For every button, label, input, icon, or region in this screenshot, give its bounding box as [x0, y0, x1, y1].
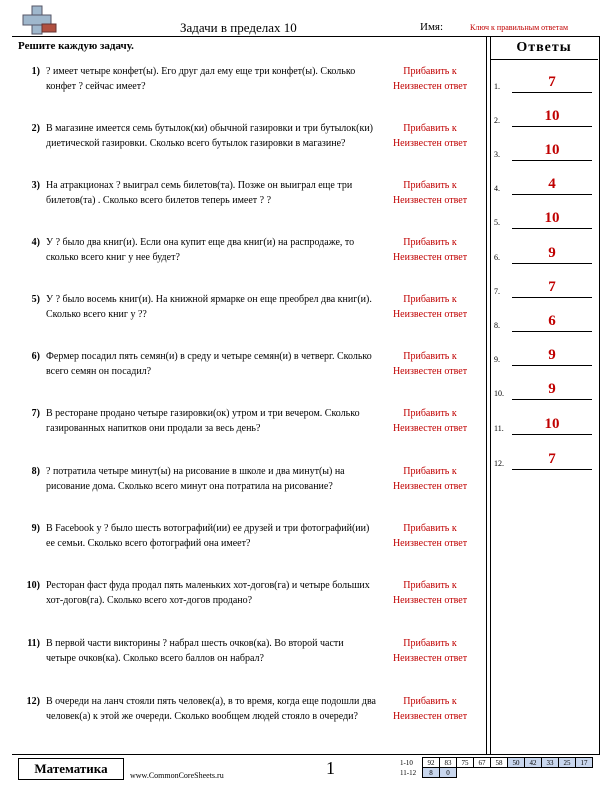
hint-line-2: Неизвестен ответ [392, 595, 468, 606]
question-number: 5) [31, 294, 40, 305]
score-cell: 17 [576, 758, 593, 768]
score-cell: 83 [440, 758, 457, 768]
answer-line [512, 399, 592, 400]
question-hint [380, 121, 480, 151]
answer-number: 6. [494, 253, 500, 262]
answer-row [494, 73, 598, 93]
answer-line [512, 194, 592, 195]
answer-line [512, 92, 592, 93]
answer-number: 9. [494, 355, 500, 364]
question-text: У ? было два книг(и). Если она купит еще два книг(и) на распродаже, то сколько всего книг у нее будет? [46, 237, 355, 263]
score-cell: 8 [423, 768, 440, 778]
score-cell: 25 [559, 758, 576, 768]
question-hint [380, 349, 480, 379]
answer-value: 4 [548, 176, 556, 192]
question-hint [380, 464, 480, 494]
answer-number: 2. [494, 116, 500, 125]
question-text: В Facebook у ? было шесть вотографий(ии) ее друзей и три фотографий(ии) ее семьи. Сколько всего фотографий она имеет? [46, 523, 370, 549]
answer-row [494, 278, 598, 298]
answer-number: 4. [494, 184, 500, 193]
answer-row [494, 346, 598, 366]
answer-number: 12. [494, 459, 504, 468]
score-cell: 75 [457, 758, 474, 768]
hint-line-1: Прибавить к [403, 237, 457, 248]
answer-value: 7 [548, 74, 556, 90]
hint-line-1: Прибавить к [403, 408, 457, 419]
answer-row [494, 209, 598, 229]
brand-badge: Математика [18, 758, 124, 780]
answers-panel-divider [486, 37, 487, 754]
question-number: 6) [31, 351, 40, 362]
answers-title-divider [490, 59, 598, 60]
question-text: В очереди на ланч стояли пять человек(а), в то время, когда еще подошли два человек(а) к этой же очереди. Сколько вообщем людей стояло в очереди? [46, 696, 376, 722]
question-hint [380, 521, 480, 551]
score-row-label: 11-12 [400, 768, 417, 777]
answer-number: 8. [494, 321, 500, 330]
question-hint [380, 64, 480, 94]
question-number: 11) [27, 638, 40, 649]
question-hint [380, 636, 480, 666]
question-text: На атракционах ? выиграл семь билетов(та). Позже он выиграл еще три билетов(та) . Сколько всего билетов теперь имеет ? ? [46, 180, 353, 206]
answer-key-label: Ключ к правильным ответам [470, 23, 569, 32]
score-cell: 42 [525, 758, 542, 768]
answers-title: Ответы [516, 40, 572, 55]
score-row [400, 768, 593, 778]
footer-divider [12, 754, 600, 755]
score-cell: 33 [542, 758, 559, 768]
question-text: ? потратила четыре минут(ы) на рисование в школе и два минут(ы) на рисование дома. Сколько всего минут она потратила на рисование? [46, 466, 345, 492]
question-number: 2) [31, 123, 40, 134]
score-table [400, 757, 593, 778]
answer-line [512, 365, 592, 366]
question-hint [380, 235, 480, 265]
answer-value: 10 [544, 416, 560, 432]
answer-row [494, 415, 598, 435]
answer-number: 10. [494, 389, 504, 398]
answer-number: 3. [494, 150, 500, 159]
answer-line [512, 434, 592, 435]
answer-number: 1. [494, 82, 500, 91]
question-number: 4) [31, 237, 40, 248]
score-cell: 92 [423, 758, 440, 768]
question-text: ? имеет четыре конфет(ы). Его друг дал ему еще три конфет(ы). Сколько конфет ? сейчас имеет? [46, 66, 356, 92]
question-text: Фермер посадил пять семян(и) в среду и четыре семян(и) в четверг. Сколько всего семян он посадил? [46, 351, 372, 377]
name-label: Имя: [420, 21, 444, 33]
answer-value: 10 [544, 108, 560, 124]
question-number: 8) [31, 466, 40, 477]
answer-value: 9 [548, 245, 556, 261]
answer-line [512, 469, 592, 470]
score-row-label: 1-10 [400, 758, 413, 767]
hint-line-1: Прибавить к [403, 580, 457, 591]
hint-line-2: Неизвестен ответ [392, 423, 468, 434]
answer-row [494, 175, 598, 195]
answer-number: 5. [494, 218, 500, 227]
question-hint [380, 292, 480, 322]
question-hint [380, 406, 480, 436]
answer-value: 7 [548, 279, 556, 295]
score-row [400, 758, 593, 768]
hint-line-1: Прибавить к [403, 294, 457, 305]
answer-line [512, 331, 592, 332]
score-cell: 50 [508, 758, 525, 768]
question-hint [380, 578, 480, 608]
question-hint [380, 694, 480, 724]
hint-line-1: Прибавить к [403, 66, 457, 77]
answer-line [512, 126, 592, 127]
hint-line-1: Прибавить к [403, 351, 457, 362]
hint-line-1: Прибавить к [403, 123, 457, 134]
question-number: 9) [31, 523, 40, 534]
question-number: 12) [26, 696, 40, 707]
answer-row [494, 141, 598, 161]
hint-line-2: Неизвестен ответ [392, 252, 468, 263]
question-text: У ? было восемь книг(и). На книжной ярмарке он еще преобрел два книг(и). Сколько всего книг у ?? [46, 294, 372, 320]
answer-value: 10 [544, 142, 560, 158]
answer-row [494, 312, 598, 332]
hint-line-2: Неизвестен ответ [392, 195, 468, 206]
hint-line-2: Неизвестен ответ [392, 653, 468, 664]
hint-line-2: Неизвестен ответ [392, 711, 468, 722]
question-number: 10) [26, 580, 40, 591]
answer-value: 10 [544, 210, 560, 226]
site-url: www.CommonCoreSheets.ru [130, 771, 224, 780]
answer-value: 9 [548, 347, 556, 363]
instructions: Решите каждую задачу. [18, 40, 134, 52]
answer-line [512, 160, 592, 161]
score-cell: 58 [491, 758, 508, 768]
hint-line-1: Прибавить к [403, 523, 457, 534]
question-text: Ресторан фаст фуда продал пять маленьких хот-догов(га) и четыре больших хот-догов(га). Сколько всего хот-догов продано? [46, 580, 370, 606]
page-number: 1 [326, 758, 335, 778]
question-text: В первой части викторины ? набрал шесть очков(ка). Во второй части четыре очков(ка). Сколько всего баллов он набрал? [46, 638, 344, 664]
answer-line [512, 228, 592, 229]
answer-value: 6 [548, 313, 556, 329]
answer-value: 7 [548, 451, 556, 467]
answer-row [494, 107, 598, 127]
answer-number: 11. [494, 424, 504, 433]
answer-line [512, 263, 592, 264]
hint-line-2: Неизвестен ответ [392, 481, 468, 492]
question-text: В ресторане продано четыре газировки(ок) утром и три вечером. Сколько газированных напитков они продали за весь день? [46, 408, 360, 434]
answer-row [494, 450, 598, 470]
question-number: 1) [31, 66, 40, 77]
question-number: 7) [31, 408, 40, 419]
answer-line [512, 297, 592, 298]
answer-row [494, 380, 598, 400]
hint-line-2: Неизвестен ответ [392, 366, 468, 377]
answer-value: 9 [548, 381, 556, 397]
worksheet-title: Задачи в пределах 10 [180, 20, 297, 35]
hint-line-2: Неизвестен ответ [392, 138, 468, 149]
hint-line-2: Неизвестен ответ [392, 538, 468, 549]
score-cell: 0 [440, 768, 457, 778]
answer-number: 7. [494, 287, 500, 296]
hint-line-1: Прибавить к [403, 638, 457, 649]
question-text: В магазине имеется семь бутылок(ки) обычной газировки и три бутылок(ки) диетической газировки. Сколько всего бутылок газировки в магазине? [46, 123, 374, 149]
score-cell: 67 [474, 758, 491, 768]
question-hint [380, 178, 480, 208]
hint-line-1: Прибавить к [403, 180, 457, 191]
question-number: 3) [31, 180, 40, 191]
hint-line-2: Неизвестен ответ [392, 309, 468, 320]
answer-row [494, 244, 598, 264]
hint-line-1: Прибавить к [403, 466, 457, 477]
hint-line-2: Неизвестен ответ [392, 81, 468, 92]
hint-line-1: Прибавить к [403, 696, 457, 707]
plus-logo-icon [18, 4, 58, 36]
